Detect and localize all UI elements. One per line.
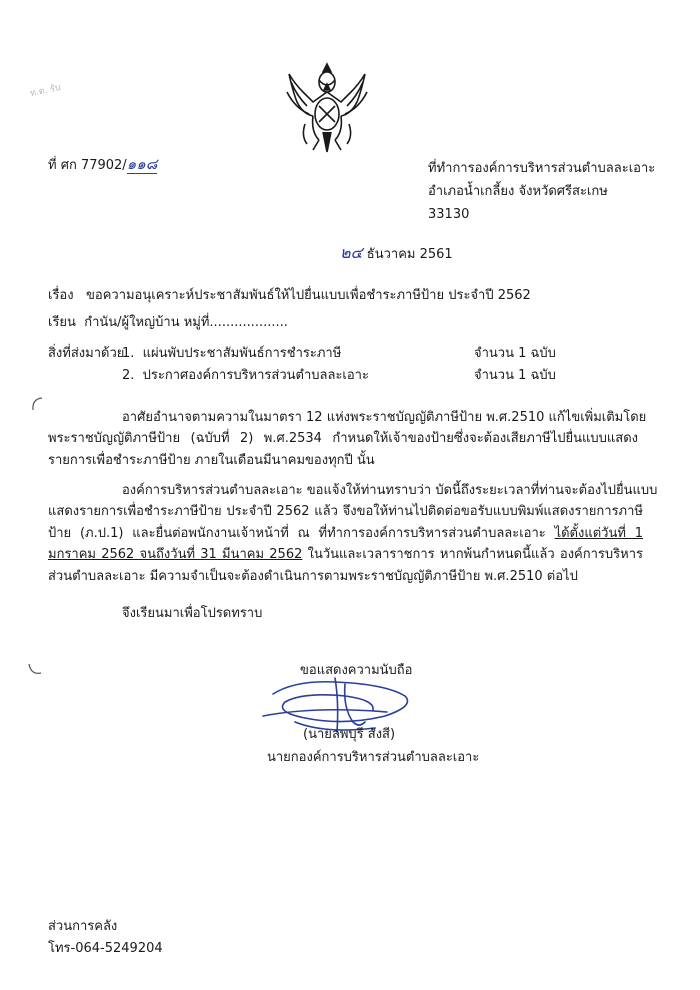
addressee-text: กำนัน/ผู้ใหญ่บ้าน หมู่ที่................... <box>84 315 288 330</box>
subject-text: ขอความอนุเคราะห์ประชาสัมพันธ์ให้ไปยื่นแบบเพื่อชำระภาษีป้าย ประจำปี 2562 <box>86 288 531 303</box>
paragraph-2-text-before: แสดงรายการเพื่อชำระภาษีป้าย ประจำปี 2562 แล้ว จึงขอให้ท่านไปติดต่อขอรับแบบพิมพ์แสดงรายการภาษีป้าย (ภ.ป.1) และยื่นต่อพนักงานเจ้าหน้าที่ ณ ที่ทำการองค์การบริหารส่วนตำบลละเอาะ <box>48 504 643 541</box>
garuda-emblem-icon <box>283 62 371 154</box>
enclosures-label: สิ่งที่ส่งมาด้วย <box>48 346 125 361</box>
enclosure-quantity-1: จำนวน 1 ฉบับ <box>474 346 556 361</box>
signatory-position: นายกองค์การบริหารส่วนตำบลละเอาะ <box>267 750 480 765</box>
closing-request: จึงเรียนมาเพื่อโปรดทราบ <box>122 606 263 621</box>
enclosure-number: 1. <box>122 346 135 361</box>
punch-hole-mark-icon <box>26 660 44 678</box>
office-address-line2: อำเภอน้ำเกลี้ยง จังหวัดศรีสะเกษ <box>428 184 608 199</box>
subject-line <box>48 287 531 305</box>
enclosure-quantity-2: จำนวน 1 ฉบับ <box>474 368 556 383</box>
document-date <box>340 244 453 264</box>
punch-hole-mark-icon <box>28 395 46 413</box>
paragraph-1-first-line: อาศัยอำนาจตามความในมาตรา 12 แห่งพระราชบัญญัติภาษีป้าย พ.ศ.2510 แก้ไขเพิ่มเติมโดย <box>122 410 647 425</box>
date-day-handwritten: ๒๔ <box>340 243 363 262</box>
paragraph-2-body <box>48 501 643 587</box>
date-month-year: ธันวาคม 2561 <box>362 247 453 262</box>
footer-department: ส่วนการคลัง <box>48 919 118 934</box>
addressee-label: เรียน <box>48 315 76 330</box>
enclosure-text: ประกาศองค์การบริหารส่วนตำบลละเอาะ <box>142 368 369 383</box>
paragraph-1-body: พระราชบัญญัติภาษีป้าย (ฉบับที่ 2) พ.ศ.2534 กำหนดให้เจ้าของป้ายซึ่งจะต้องเสียภาษีไปยื่นแบบแสดงรายการเพื่อชำระภาษีป้าย ภายในเดือนมีนาคมของทุกปี นั้น <box>48 431 638 468</box>
paragraph-2-text-after: ในวันและเวลาราชการ หากพ้นกำหนดนี้แล้ว องค์การบริหารส่วนตำบลละเอาะ มีความจำเป็นจะต้องดำเนินการตามพระราชบัญญัติภาษีป้าย พ.ศ.2510 ต่อไป <box>48 547 643 584</box>
document-number <box>48 155 157 175</box>
enclosure-text: แผ่นพับประชาสัมพันธ์การชำระภาษี <box>142 346 342 361</box>
footer-phone: โทร-064-5249204 <box>48 941 163 956</box>
office-postcode: 33130 <box>428 207 470 222</box>
document-number-handwritten: ๑๑๘ <box>126 155 158 173</box>
addressee-line <box>48 314 288 332</box>
paragraph-2-deadline-underlined: ได้ตั้งแต่วันที่ 1 มกราคม 2562 จนถึงวันที่ 31 มีนาคม 2562 <box>48 525 643 562</box>
enclosure-item-1 <box>122 345 341 363</box>
document-number-prefix: ที่ ศก 77902/ <box>48 158 127 173</box>
office-address-line1: ที่ทำการองค์การบริหารส่วนตำบลละเอาะ <box>428 161 656 176</box>
subject-label: เรื่อง <box>48 288 74 303</box>
signature-closing: ขอแสดงความนับถือ <box>300 663 413 678</box>
signatory-name: (นายลพบุรี สังสี) <box>303 727 396 742</box>
enclosure-number: 2. <box>122 368 135 383</box>
marginal-scribble: ท.ต. รับ <box>29 82 62 100</box>
enclosure-item-2 <box>122 367 369 385</box>
paragraph-2-first-line: องค์การบริหารส่วนตำบลละเอาะ ขอแจ้งให้ท่านทราบว่า บัดนี้ถึงระยะเวลาที่ท่านจะต้องไปยื่นแบบ <box>122 483 658 498</box>
